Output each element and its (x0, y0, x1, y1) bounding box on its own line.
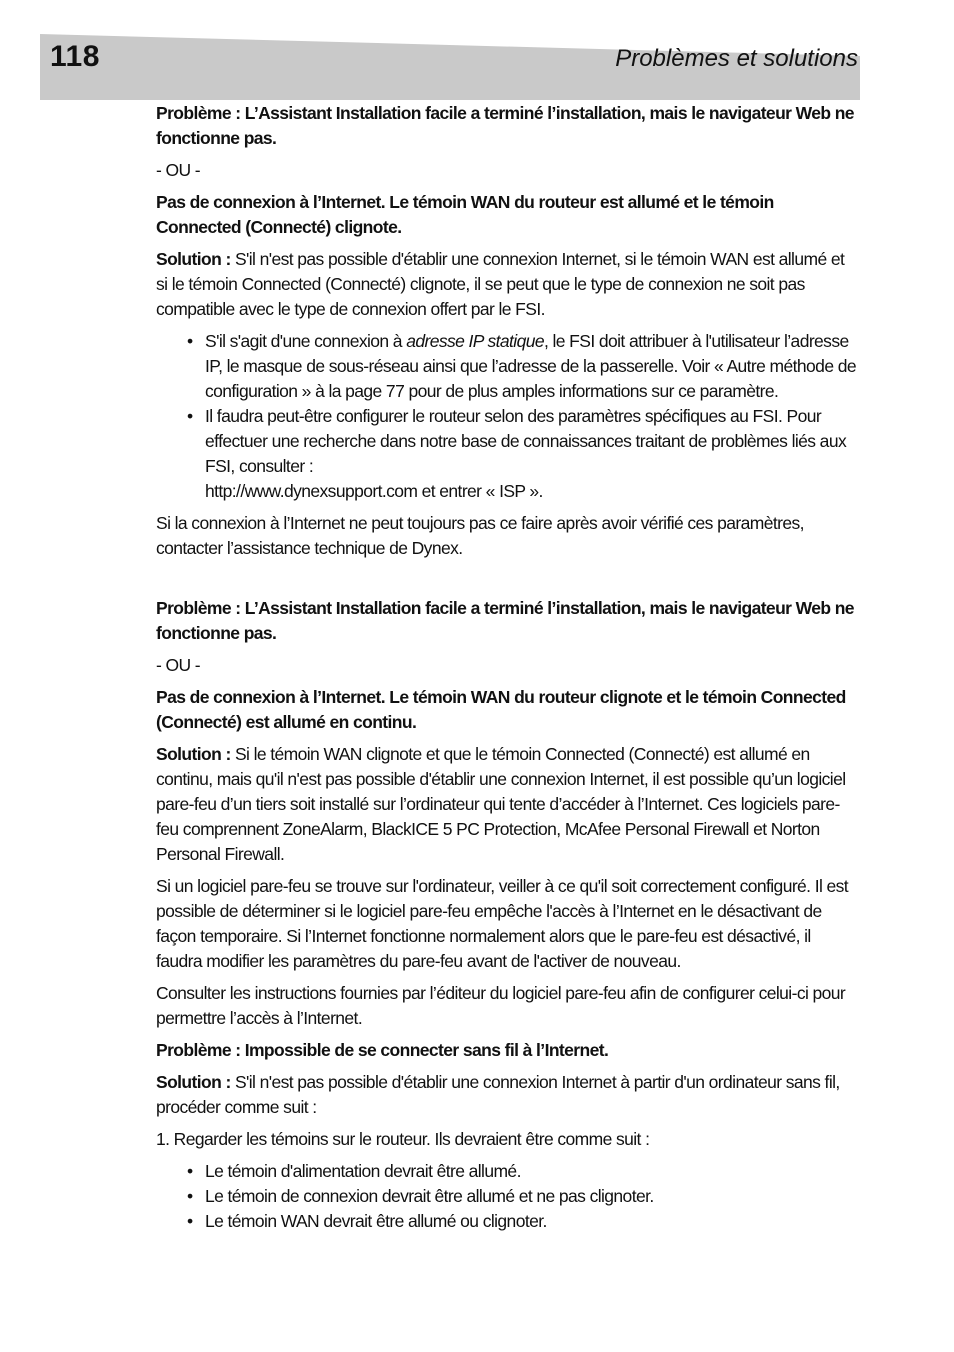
or-separator-2: - OU - (156, 655, 201, 675)
closing-paragraph-1: Si la connexion à l’Internet ne peut toujours pas ce faire après avoir vérifié ces paramètres, contacter l’assistance technique de Dynex. (156, 513, 804, 558)
bullet-text: Le témoin WAN devrait être allumé ou clignoter. (205, 1211, 547, 1231)
list-item (156, 329, 859, 404)
solution-text: Si le témoin WAN clignote et que le témoin Connected (Connecté) est allumé en continu, mais qu'il n'est pas possible d'établir une connexion Internet, il est possible qu’un logiciel pare-feu d’un tiers soit installé sur l’ordinateur qui tente d’accéder à l’Internet. Ces logiciels pare-feu comprennent ZoneAlarm, BlackICE 5 PC Protection, McAfee Personal Firewall et Norton Personal Firewall. (156, 744, 846, 864)
bullet-text: Le témoin de connexion devrait être allumé et ne pas clignoter. (205, 1186, 654, 1206)
bullet-icon: • (187, 331, 193, 351)
list-item (156, 1159, 859, 1184)
problem-heading-2: Problème : L’Assistant Installation facile a terminé l’installation, mais le navigateur Web ne fonctionne pas. (156, 598, 854, 643)
page-number: 118 (50, 40, 100, 73)
problem-heading-3: Problème : Impossible de se connecter sans fil à l’Internet. (156, 1040, 609, 1060)
page-content (156, 101, 859, 1234)
bullet-list-2 (156, 1159, 859, 1234)
list-item (156, 1184, 859, 1209)
solution-label: Solution : (156, 744, 231, 764)
list-item (156, 404, 859, 504)
solution-paragraph-2 (156, 742, 859, 867)
step-1: 1. Regarder les témoins sur le routeur. Ils devraient être comme suit : (156, 1129, 650, 1149)
solution-paragraph-1 (156, 247, 859, 322)
bullet-icon: • (187, 1161, 193, 1181)
bullet-icon: • (187, 1186, 193, 1206)
bullet-icon: • (187, 1211, 193, 1231)
bullet-text: S'il s'agit d'une connexion à (205, 331, 407, 351)
bullet-italic-term: adresse IP statique (406, 331, 544, 351)
bullet-text: Il faudra peut-être configurer le routeur selon des paramètres spécifiques au FSI. Pour effectuer une recherche dans notre base de connaissances traitant de problèmes liés aux FSI, consulter : (205, 406, 847, 476)
bullet-text: , le FSI doit attribuer à l'utilisateur l’adresse IP, le masque de sous-réseau ainsi que l’adresse de la passerelle. Voir « Autre méthode de configuration » à la page 77 pour de plus amples informations sur ce paramètre. (205, 331, 856, 401)
problem-heading-1: Problème : L’Assistant Installation facile a terminé l’installation, mais le navigateur Web ne fonctionne pas. (156, 103, 854, 148)
bullet-text: Le témoin d'alimentation devrait être allumé. (205, 1161, 521, 1181)
solution-label: Solution : (156, 1072, 231, 1092)
solution-paragraph-3 (156, 1070, 859, 1120)
solution-text: S'il n'est pas possible d'établir une connexion Internet, si le témoin WAN est allumé et si le témoin Connected (Connecté) clignote, il se peut que le type de connexion ne soit pas compatible avec le type de connexion offert par le FSI. (156, 249, 845, 319)
list-item (156, 1209, 859, 1234)
bullet-icon: • (187, 406, 193, 426)
solution-text: S'il n'est pas possible d'établir une connexion Internet à partir d'un ordinateur sans fil, procéder comme suit : (156, 1072, 840, 1117)
bullet-list-1 (156, 329, 859, 504)
problem-alt-heading-1: Pas de connexion à l’Internet. Le témoin WAN du routeur est allumé et le témoin Connected (Connecté) clignote. (156, 192, 774, 237)
problem-alt-heading-2: Pas de connexion à l’Internet. Le témoin WAN du routeur clignote et le témoin Connected (Connecté) est allumé en continu. (156, 687, 846, 732)
support-url: http://www.dynexsupport.com et entrer « ISP ». (205, 481, 543, 501)
or-separator-1: - OU - (156, 160, 201, 180)
vendor-instructions-paragraph: Consulter les instructions fournies par l’éditeur du logiciel pare-feu afin de configurer celui-ci pour permettre l’accès à l’Internet. (156, 983, 846, 1028)
section-title: Problèmes et solutions (615, 45, 858, 72)
solution-label: Solution : (156, 249, 231, 269)
firewall-paragraph: Si un logiciel pare-feu se trouve sur l'ordinateur, veiller à ce qu'il soit correctement configuré. Il est possible de déterminer si le logiciel pare-feu empêche l'accès à l’Internet en le désactivant de façon temporaire. Si l’Internet fonctionne normalement alors que le pare-feu est désactivé, il faudra modifier les paramètres du pare-feu avant de l'activer de nouveau. (156, 876, 849, 971)
